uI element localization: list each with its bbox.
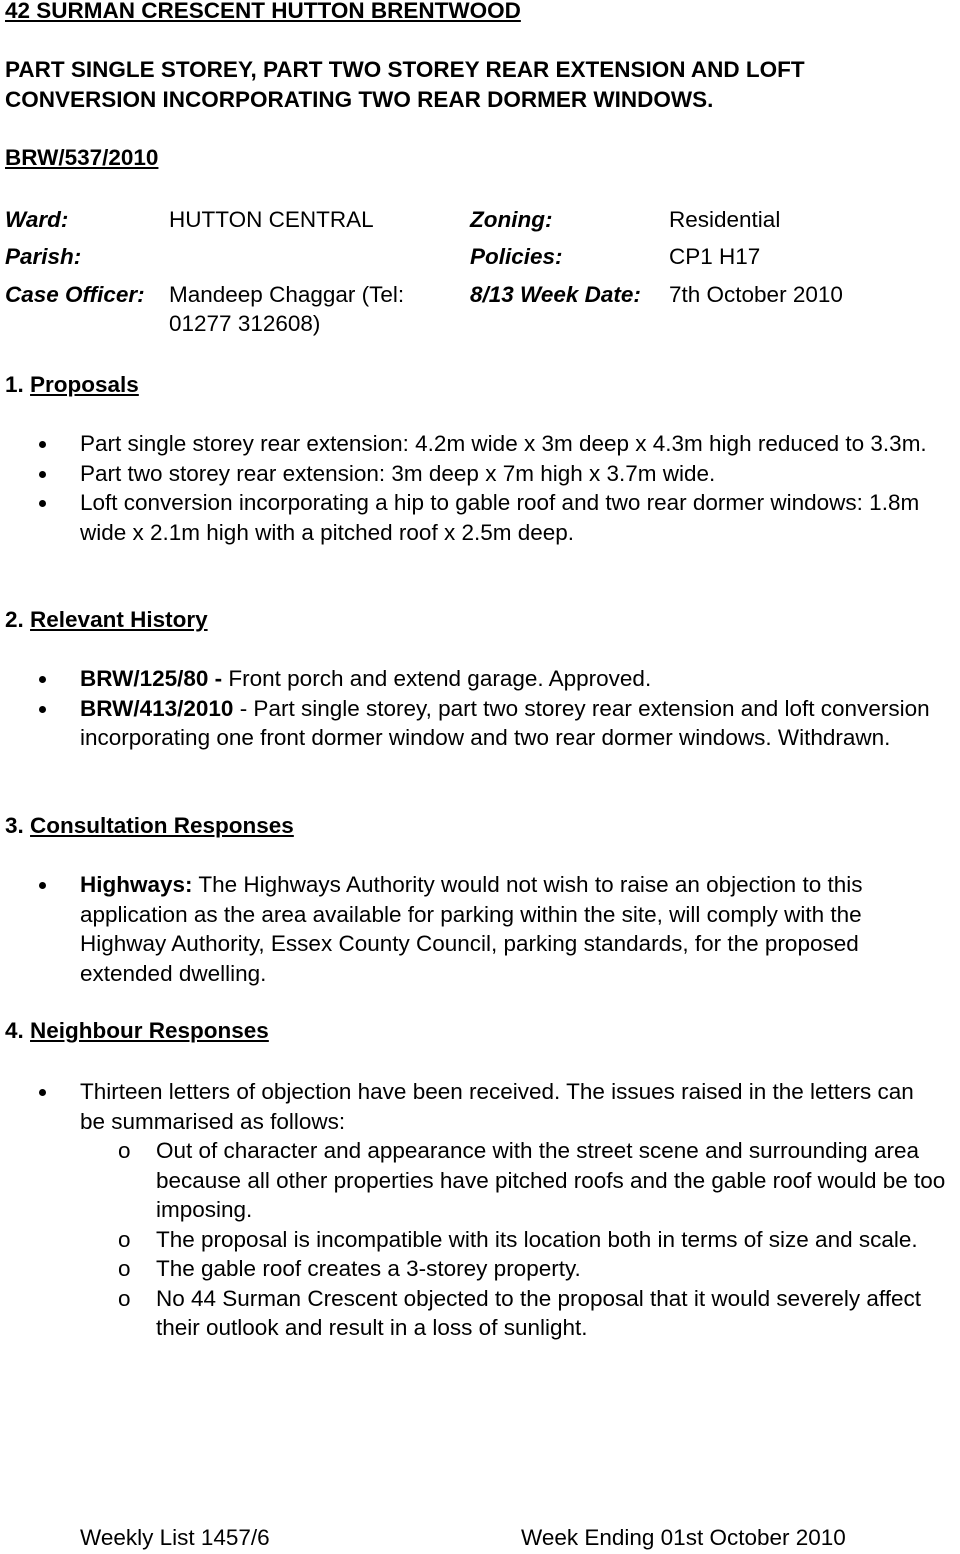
section-number: 1. bbox=[5, 372, 24, 397]
bullet-icon bbox=[39, 500, 46, 507]
section-number: 4. bbox=[5, 1018, 24, 1043]
bullet-icon bbox=[39, 676, 46, 683]
sub-bullet-icon: o bbox=[118, 1285, 131, 1311]
list-item: Loft conversion incorporating a hip to gable roof and two rear dormer windows: 1.8m wide x 2.1m high with a pitched roof x 2.5m deep. bbox=[0, 488, 945, 547]
bullet-icon bbox=[39, 441, 46, 448]
section-title: Proposals bbox=[30, 372, 139, 397]
neighbour-list bbox=[0, 1077, 960, 1343]
proposals-list bbox=[0, 429, 960, 547]
zoning-label: Zoning: bbox=[470, 207, 553, 232]
bullet-icon bbox=[39, 882, 46, 889]
list-item: Thirteen letters of objection have been received. The issues raised in the letters can be summarised as follows: o Out of character and appearance with the street scene and surrounding area because all other properties have pitched roofs and the gable roof would be too imposing. o The proposal is incompatible with its location both in terms of size and scale. o The gable roof creates a 3-storey property. o No 44 Surman Crescent objected to the proposal that it would severely affect their outlook and result in a loss of sunlight. bbox=[0, 1077, 945, 1343]
section-neighbour-heading bbox=[5, 1016, 269, 1046]
section-title: Relevant History bbox=[30, 607, 208, 632]
history-list bbox=[0, 664, 960, 753]
document-title: 42 SURMAN CRESCENT HUTTON BRENTWOOD bbox=[5, 0, 521, 23]
application-description: PART SINGLE STOREY, PART TWO STOREY REAR EXTENSION AND LOFT CONVERSION INCORPORATING TWO REAR DORMER WINDOWS. bbox=[5, 57, 805, 112]
bullet-icon bbox=[39, 706, 46, 713]
ward-label: Ward: bbox=[5, 207, 69, 232]
parish-label: Parish: bbox=[5, 244, 82, 269]
case-officer-phone: 01277 312608) bbox=[169, 311, 321, 336]
week-date-value: 7th October 2010 bbox=[669, 282, 843, 307]
policies-value: CP1 H17 bbox=[669, 244, 761, 269]
sub-bullet-icon: o bbox=[118, 1226, 131, 1252]
sub-list-item: o No 44 Surman Crescent objected to the proposal that it would severely affect their outlook and result in a loss of sunlight. bbox=[118, 1285, 922, 1340]
footer-weekly-list: Weekly List 1457/6 bbox=[80, 1525, 270, 1550]
section-number: 2. bbox=[5, 607, 24, 632]
objection-issues-list bbox=[80, 1136, 945, 1343]
footer-week-ending: Week Ending 01st October 2010 bbox=[521, 1525, 846, 1550]
week-date-label: 8/13 Week Date: bbox=[470, 282, 641, 307]
list-item: Part two storey rear extension: 3m deep x 7m high x 3.7m wide. bbox=[0, 459, 945, 489]
section-title: Consultation Responses bbox=[30, 813, 294, 838]
list-item: BRW/125/80 - Front porch and extend garage. Approved. bbox=[0, 664, 945, 694]
bullet-icon bbox=[39, 471, 46, 478]
case-officer-name: Mandeep Chaggar (Tel: bbox=[169, 282, 405, 307]
application-reference: BRW/537/2010 bbox=[5, 145, 159, 170]
sub-list-item: o Out of character and appearance with the street scene and surrounding area because all other properties have pitched roofs and the gable roof would be too imposing. bbox=[118, 1138, 946, 1222]
sub-list-item: o The gable roof creates a 3-storey property. bbox=[80, 1254, 960, 1284]
history-ref: BRW/125/80 - bbox=[80, 666, 223, 691]
history-ref: BRW/413/2010 bbox=[80, 695, 234, 721]
case-officer-label: Case Officer: bbox=[5, 282, 145, 307]
consultation-list bbox=[0, 870, 960, 988]
section-history-heading bbox=[5, 605, 208, 635]
list-item: Highways: The Highways Authority would not wish to raise an objection to this application as the area available for parking within the site, will comply with the Highway Authority, Essex County Council, parking standards, for the proposed extended dwelling. bbox=[0, 870, 945, 988]
zoning-value: Residential bbox=[669, 207, 781, 232]
sub-bullet-icon: o bbox=[118, 1138, 131, 1163]
list-item: BRW/413/2010 - Part single storey, part two storey rear extension and loft conversion incorporating one front dormer window and two rear dormer windows. Withdrawn. bbox=[0, 694, 945, 753]
ward-value: HUTTON CENTRAL bbox=[169, 207, 374, 232]
list-item: Part single storey rear extension: 4.2m wide x 3m deep x 4.3m high reduced to 3.3m. bbox=[0, 429, 945, 459]
section-title: Neighbour Responses bbox=[30, 1018, 269, 1043]
section-proposals-heading bbox=[5, 370, 139, 400]
policies-label: Policies: bbox=[470, 244, 563, 269]
bullet-icon bbox=[39, 1089, 46, 1096]
section-consultation-heading bbox=[5, 811, 294, 841]
consultee-label: Highways: bbox=[80, 872, 193, 897]
section-number: 3. bbox=[5, 813, 24, 838]
sub-list-item: o The proposal is incompatible with its location both in terms of size and scale. bbox=[80, 1225, 960, 1255]
sub-bullet-icon: o bbox=[118, 1256, 131, 1281]
